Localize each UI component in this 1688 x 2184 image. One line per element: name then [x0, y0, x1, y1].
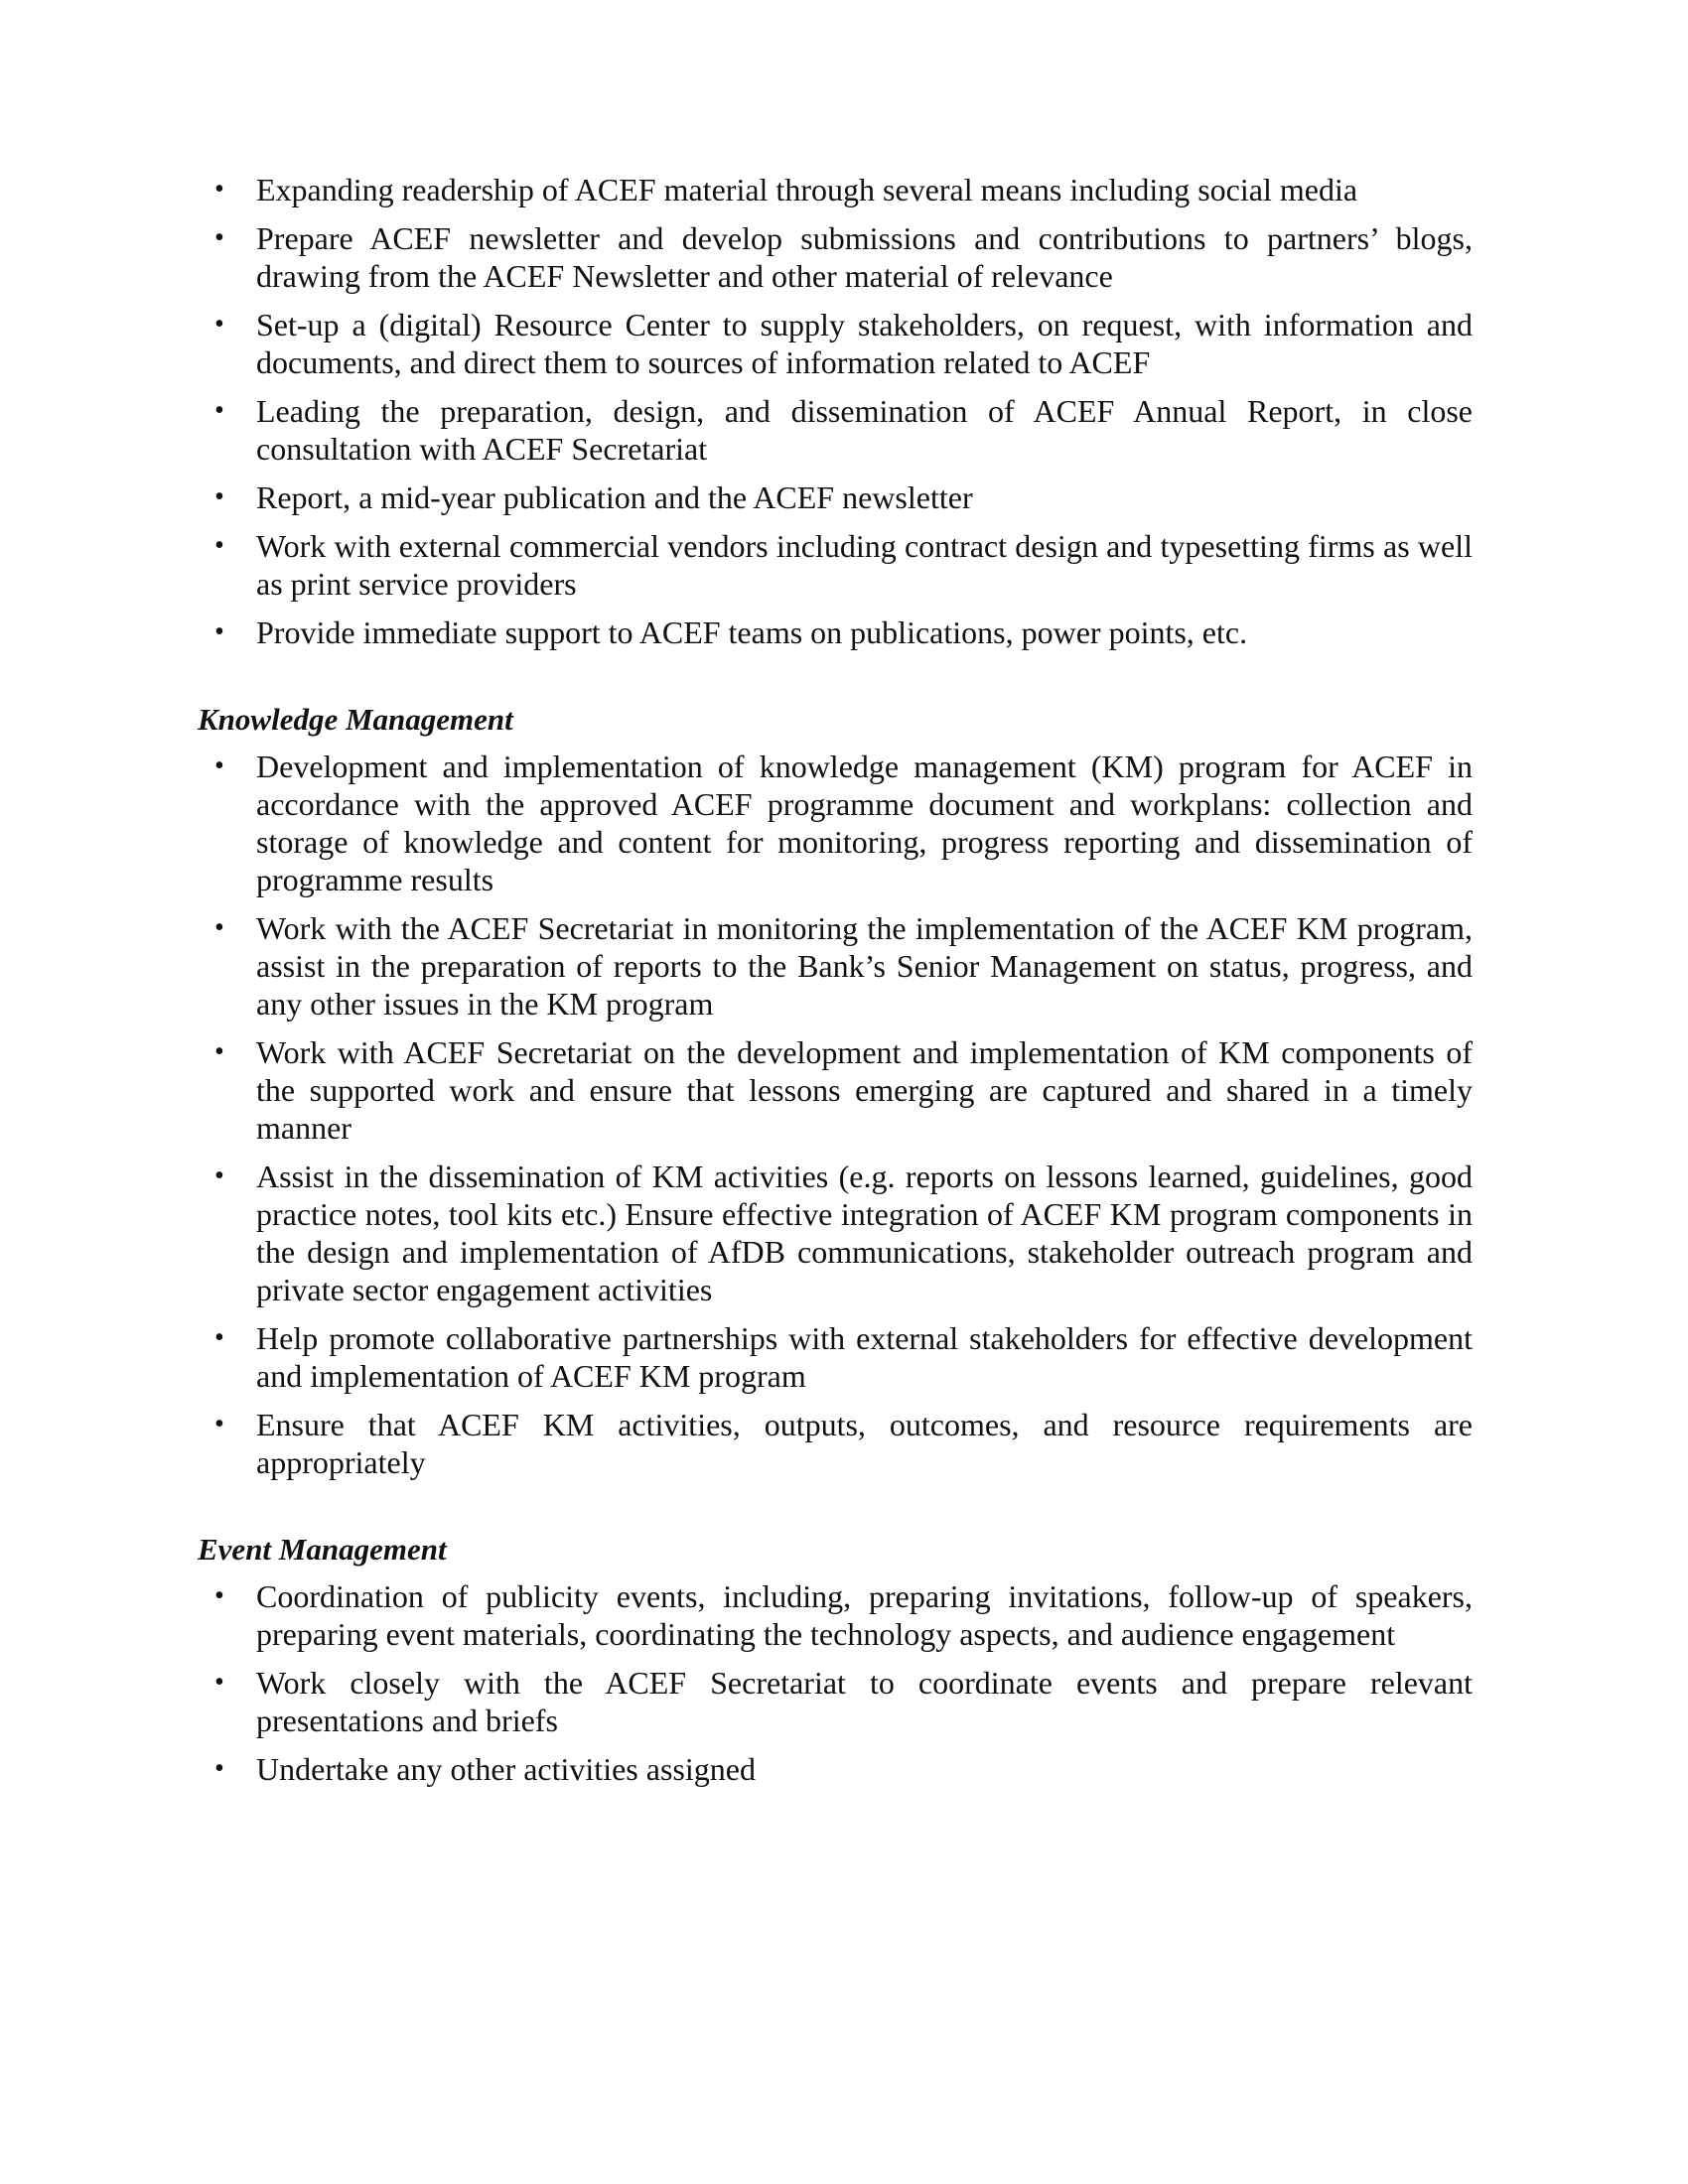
list-item-text: Work with the ACEF Secretariat in monitoring the implementation of the ACEF KM program, assist in the preparation of reports to the Bank’s Senior Management on status, progress, and any other issues in the KM program [256, 910, 1473, 1022]
bullet-icon: • [214, 530, 224, 561]
list-item [198, 1664, 1473, 1739]
list-item [198, 909, 1473, 1023]
knowledge-management-heading: Knowledge Management [198, 702, 513, 737]
knowledge-management-bullet-list [198, 748, 1473, 1481]
bullet-icon: • [214, 174, 224, 205]
list-item-text: Work closely with the ACEF Secretariat to coordinate events and prepare relevant presentations and briefs [256, 1665, 1473, 1738]
list-item-text: Work with ACEF Secretariat on the development and implementation of KM components of the supported work and ensure that lessons emerging are captured and shared in a timely manner [256, 1034, 1473, 1146]
bullet-icon: • [214, 1667, 224, 1698]
bullet-icon: • [214, 222, 224, 253]
event-management-heading: Event Management [198, 1532, 447, 1567]
bullet-icon: • [214, 616, 224, 647]
list-item-text: Leading the preparation, design, and dissemination of ACEF Annual Report, in close consultation with ACEF Secretariat [256, 393, 1473, 467]
list-item [198, 1577, 1473, 1653]
list-item [198, 1406, 1473, 1481]
list-item [198, 1750, 1473, 1788]
list-item-text: Development and implementation of knowledge management (KM) program for ACEF in accordance with the approved ACEF programme document and workplans: collection and storage of knowledge and content for monitoring, progress reporting and dissemination of programme results [256, 749, 1473, 897]
list-item [198, 392, 1473, 468]
list-item [198, 1158, 1473, 1308]
list-item-text: Help promote collaborative partnerships with external stakeholders for effective development and implementation of ACEF KM program [256, 1320, 1473, 1394]
intro-bullet-list [198, 171, 1473, 651]
list-item-text: Set-up a (digital) Resource Center to supply stakeholders, on request, with information and documents, and direct them to sources of information related to ACEF [256, 307, 1473, 380]
list-item [198, 1319, 1473, 1395]
bullet-icon: • [214, 1409, 224, 1439]
bullet-icon: • [214, 309, 224, 340]
bullet-icon: • [214, 912, 224, 943]
list-item-text: Assist in the dissemination of KM activities (e.g. reports on lessons learned, guidelines, good practice notes, tool kits etc.) Ensure effective integration of ACEF KM program components in the design and implementation of AfDB communications, stakeholder outreach program and private sector engagement activities [256, 1159, 1473, 1307]
list-item [198, 748, 1473, 898]
bullet-icon: • [214, 1580, 224, 1611]
list-item [198, 171, 1473, 208]
bullet-icon: • [214, 481, 224, 512]
bullet-icon: • [214, 395, 224, 426]
list-item-text: Work with external commercial vendors including contract design and typesetting firms as well as print service providers [256, 528, 1473, 602]
list-item-text: Coordination of publicity events, including, preparing invitations, follow-up of speakers, preparing event materials, coordinating the technology aspects, and audience engagement [256, 1578, 1473, 1652]
event-management-bullet-list [198, 1577, 1473, 1788]
list-item-text: Provide immediate support to ACEF teams on publications, power points, etc. [256, 614, 1248, 650]
bullet-icon: • [214, 1322, 224, 1353]
list-item [198, 614, 1473, 651]
list-item [198, 527, 1473, 603]
list-item [198, 219, 1473, 295]
list-item-text: Prepare ACEF newsletter and develop submissions and contributions to partners’ blogs, drawing from the ACEF Newsletter and other material of relevance [256, 220, 1473, 294]
page-content [198, 171, 1473, 1788]
bullet-icon: • [214, 751, 224, 781]
list-item [198, 1033, 1473, 1147]
list-item [198, 478, 1473, 516]
bullet-icon: • [214, 1036, 224, 1067]
list-item [198, 306, 1473, 381]
list-item-text: Ensure that ACEF KM activities, outputs, outcomes, and resource requirements are appropriately [256, 1407, 1473, 1480]
list-item-text: Expanding readership of ACEF material through several means including social media [256, 172, 1358, 207]
bullet-icon: • [214, 1753, 224, 1784]
list-item-text: Report, a mid-year publication and the ACEF newsletter [256, 479, 973, 515]
list-item-text: Undertake any other activities assigned [256, 1751, 756, 1787]
bullet-icon: • [214, 1160, 224, 1191]
